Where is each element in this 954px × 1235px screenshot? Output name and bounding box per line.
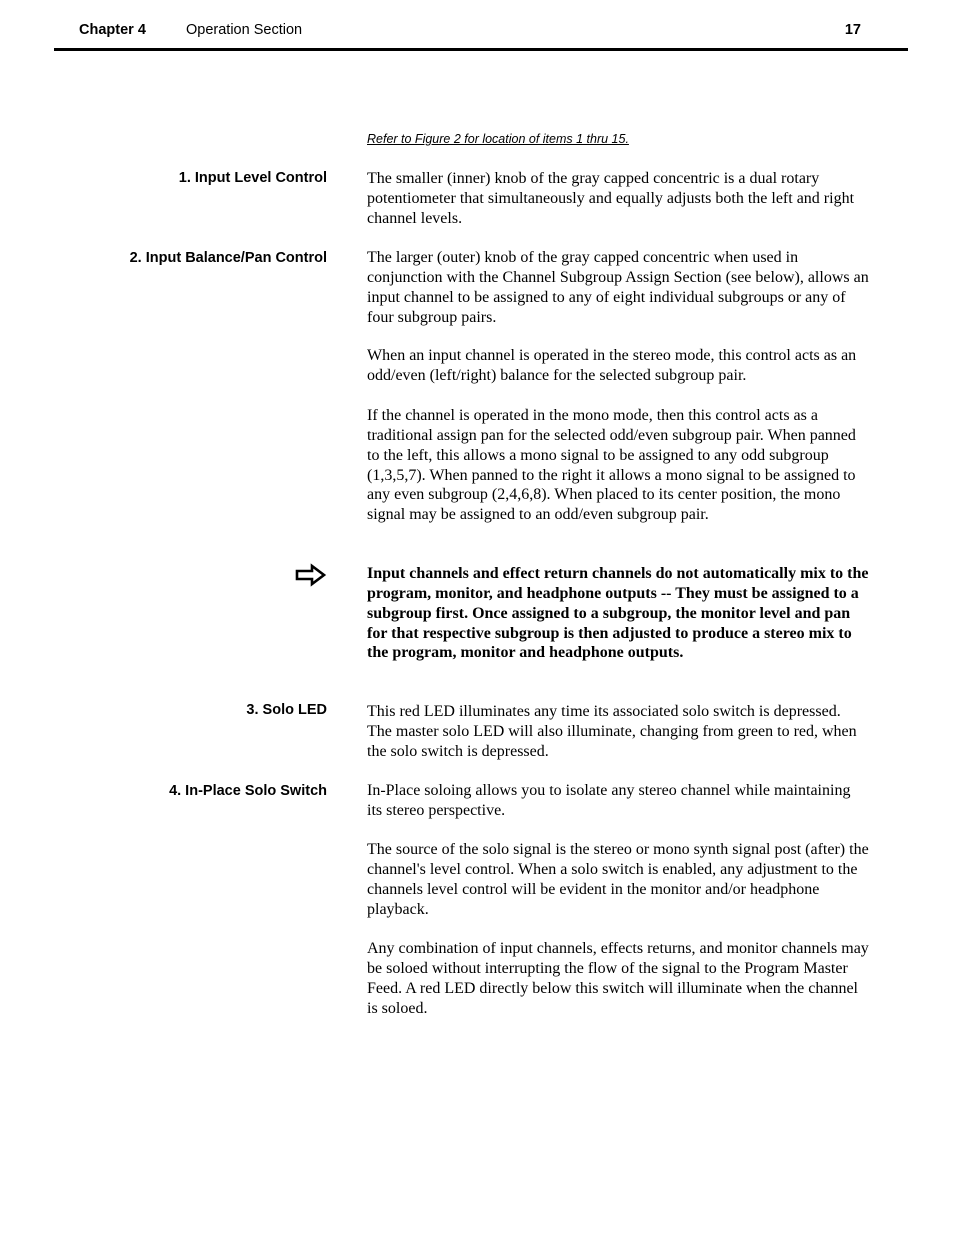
header-rule — [54, 48, 908, 51]
figure-reference-note: Refer to Figure 2 for location of items 1 thru 15. — [367, 132, 629, 146]
note-paragraph: Input channels and effect return channels do not automatically mix to the program, monitor, and headphone outputs -- They must be assigned to a subgroup first. Once assigned to a subgroup, the monitor level and pan for that respective subgroup is then adjusted to produce a stereo mix to the program, monitor and headphone outputs. — [367, 565, 869, 662]
paragraph-balance-pan-2: When an input channel is operated in the stereo mode, this control acts as an odd/even (left/right) balance for the selected subgroup pair. — [367, 347, 857, 384]
paragraph-input-level: The smaller (inner) knob of the gray capped concentric is a dual rotary potentiometer that simultaneously and equally adjusts both the left and right channel levels. — [367, 170, 855, 227]
page-header — [79, 22, 861, 44]
chapter-label: Chapter 4 — [79, 22, 146, 38]
paragraph-balance-pan-1: The larger (outer) knob of the gray capped concentric when used in conjunction with the Channel Subgroup Assign Section (see below), allows an input channel to be assigned to any of eight individual subgroups or any of four subgroup pairs. — [367, 249, 869, 326]
paragraph-solo-led: This red LED illuminates any time its associated solo switch is depressed. The master solo LED will also illuminate, changing from green to red, when the solo switch is depressed. — [367, 703, 857, 760]
paragraph-balance-pan-3: If the channel is operated in the mono mode, then this control acts as a traditional assign pan for the selected odd/even subgroup pair. When panned to the left, this allows a mono signal to be assigned to any odd subgroup (1,3,5,7). When panned to the right it allows a mono signal to be assigned to any even subgroup (2,4,6,8). When placed to its center position, the mono signal may be assigned to an odd/even subgroup pair. — [367, 407, 856, 524]
section-title: Operation Section — [186, 22, 303, 38]
paragraph-solo-switch-1: In-Place soloing allows you to isolate any stereo channel while maintaining its stereo perspective. — [367, 782, 851, 819]
right-arrow-icon — [295, 563, 327, 587]
item-label-input-balance-pan: 2. Input Balance/Pan Control — [129, 250, 327, 266]
item-label-input-level-control: 1. Input Level Control — [178, 170, 327, 186]
paragraph-solo-switch-2: The source of the solo signal is the stereo or mono synth signal post (after) the channel's level control. When a solo switch is enabled, any adjustment to the channels level control will be evident in the monitor and/or headphone playback. — [367, 841, 869, 918]
item-label-solo-led: 3. Solo LED — [246, 702, 327, 718]
page-number: 17 — [844, 22, 861, 38]
paragraph-solo-switch-3: Any combination of input channels, effects returns, and monitor channels may be soloed without interrupting the flow of the signal to the Program Master Feed. A red LED directly below this switch will illuminate when the channel is soloed. — [367, 940, 869, 1017]
item-label-in-place-solo-switch: 4. In-Place Solo Switch — [169, 783, 327, 799]
